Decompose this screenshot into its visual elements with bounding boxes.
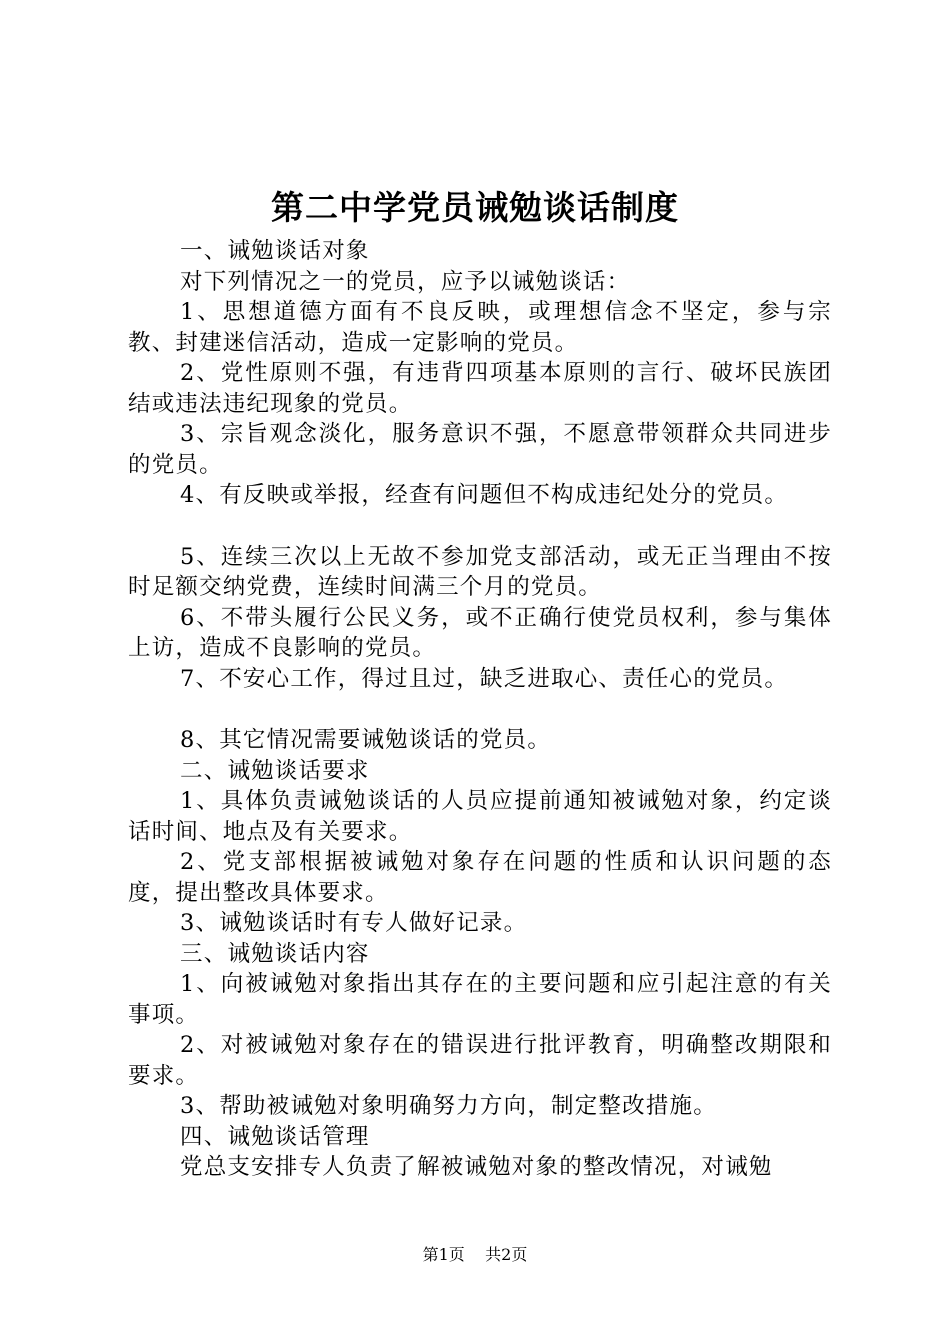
list-item: 6、不带头履行公民义务，或不正确行使党员权利，参与集体上访，造成不良影响的党员。 <box>128 604 832 661</box>
list-item: 4、有反映或举报，经查有问题但不构成违纪处分的党员。 <box>180 482 789 508</box>
list-item: 3、帮助被诫勉对象明确努力方向，制定整改措施。 <box>180 1093 717 1119</box>
list-item: 5、连续三次以上无故不参加党支部活动，或无正当理由不按时足额交纳党费，连续时间满三个月的党员。 <box>128 543 832 600</box>
list-item: 2、对被诫勉对象存在的错误进行批评教育，明确整改期限和要求。 <box>128 1032 832 1089</box>
section-heading-4: 四、诫勉谈话管理 <box>180 1123 370 1150</box>
page-number: 第1页 <box>422 1245 465 1264</box>
section-heading-3: 三、诫勉谈话内容 <box>180 940 370 967</box>
intro-paragraph: 对下列情况之一的党员，应予以诫勉谈话： <box>180 268 631 295</box>
list-item: 2、党支部根据被诫勉对象存在问题的性质和认识问题的态度，提出整改具体要求。 <box>128 849 832 906</box>
list-item: 8、其它情况需要诫勉谈话的党员。 <box>180 727 552 753</box>
document-title: 第二中学党员诫勉谈话制度 <box>271 188 679 227</box>
page-footer <box>0 1244 950 1266</box>
list-item: 3、宗旨观念淡化，服务意识不强，不愿意带领群众共同进步的党员。 <box>128 421 832 478</box>
section-heading-1: 一、诫勉谈话对象 <box>180 238 370 264</box>
closing-paragraph: 党总支安排专人负责了解被诫勉对象的整改情况，对诫勉 <box>180 1154 773 1180</box>
list-item: 1、思想道德方面有不良反映，或理想信念不坚定，参与宗教、封建迷信活动，造成一定影响的党员。 <box>128 299 832 356</box>
page-total: 共2页 <box>485 1245 528 1264</box>
list-item: 3、诫勉谈话时有专人做好记录。 <box>180 910 528 936</box>
list-item: 1、向被诫勉对象指出其存在的主要问题和应引起注意的有关事项。 <box>128 971 832 1028</box>
document-body <box>128 236 832 1183</box>
list-item: 2、党性原则不强，有违背四项基本原则的言行、破坏民族团结或违法违纪现象的党员。 <box>128 360 832 417</box>
list-item: 1、具体负责诫勉谈话的人员应提前通知被诫勉对象，约定谈话时间、地点及有关要求。 <box>128 788 832 845</box>
list-item: 7、不安心工作，得过且过，缺乏进取心、责任心的党员。 <box>180 665 789 692</box>
section-heading-2: 二、诫勉谈话要求 <box>180 757 370 784</box>
